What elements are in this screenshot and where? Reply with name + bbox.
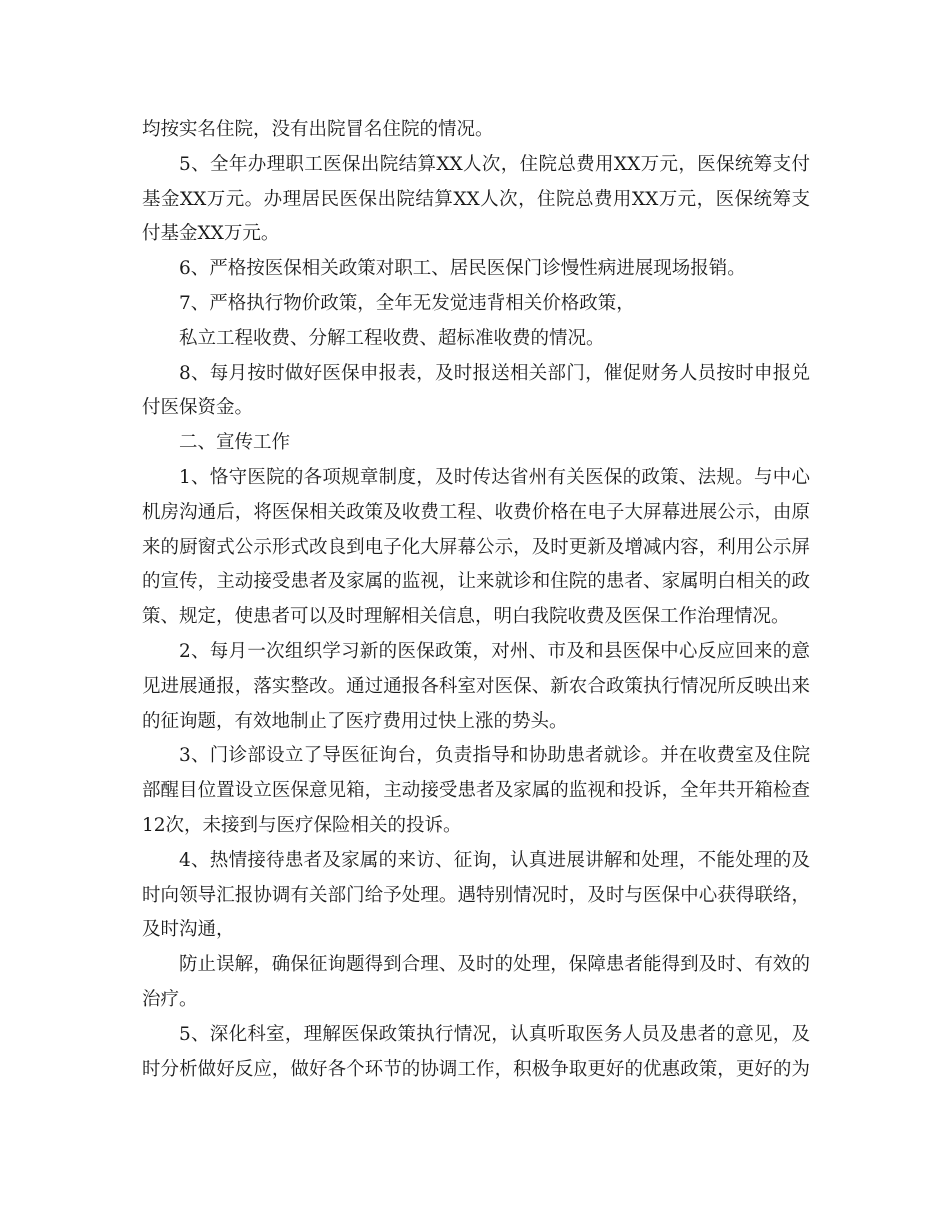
- document-body: [142, 113, 810, 1087]
- paragraph-1: 均按实名住院，没有出院冒名住院的情况。: [142, 119, 494, 140]
- paragraph-3: 6、严格按医保相关政策对职工、居民医保门诊慢性病进展现场报销。: [179, 258, 746, 280]
- paragraph-6: 8、每月按时做好医保申报表，及时报送相关部门，催促财务人员按时申报兑付医保资金。: [142, 362, 810, 419]
- paragraph-11: 防止误解，确保征询题得到合理、及时的处理，保障患者能得到及时、有效的治疗。: [142, 954, 810, 1010]
- paragraph-12: 5、深化科室，理解医保政策执行情况，认真听取医务人员及患者的意见，及时分析做好反应，做好各个环节的协调工作，积极争取更好的优惠政策，更好的为: [142, 1023, 810, 1080]
- paragraph-8: 2、每月一次组织学习新的医保政策，对州、市及和县医保中心反应回来的意见进展通报，落实整改。通过通报各科室对医保、新农合政策执行情况所反映出来的征询题，有效地制止了医疗费用过快上涨的势头。: [142, 640, 810, 732]
- paragraph-2: 5、全年办理职工医保出院结算XX人次，住院总费用XX万元，医保统筹支付基金XX万元。办理居民医保出院结算XX人次，住院总费用XX万元，医保统筹支付基金XX万元。: [142, 153, 810, 245]
- paragraph-9: 3、门诊部设立了导医征询台，负责指导和协助患者就诊。并在收费室及住院部醒目位置设立医保意见箱，主动接受患者及家属的监视和投诉，全年共开箱检查12次，未接到与医疗保险相关的投诉。: [142, 745, 810, 836]
- paragraph-4: 7、严格执行物价政策，全年无发觉违背相关价格政策，: [179, 292, 635, 314]
- section-heading-publicity: 二、宣传工作: [179, 432, 291, 454]
- paragraph-5: 私立工程收费、分解工程收费、超标准收费的情况。: [179, 327, 605, 349]
- paragraph-10: 4、热情接待患者及家属的来访、征询，认真进展讲解和处理，不能处理的及时向领导汇报协调有关部门给予处理。遇特别情况时，及时与医保中心获得联络，及时沟通，: [142, 849, 810, 941]
- paragraph-7: 1、恪守医院的各项规章制度，及时传达省州有关医保的政策、法规。与中心机房沟通后，将医保相关政策及收费工程、收费价格在电子大屏幕进展公示，由原来的厨窗式公示形式改良到电子化大屏幕公示，及时更新及增减内容，利用公示屏的宣传，主动接受患者及家属的监视，让来就诊和住院的患者、家属明白相关的政策、规定，使患者可以及时理解相关信息，明白我院收费及医保工作治理情况。: [142, 466, 810, 628]
